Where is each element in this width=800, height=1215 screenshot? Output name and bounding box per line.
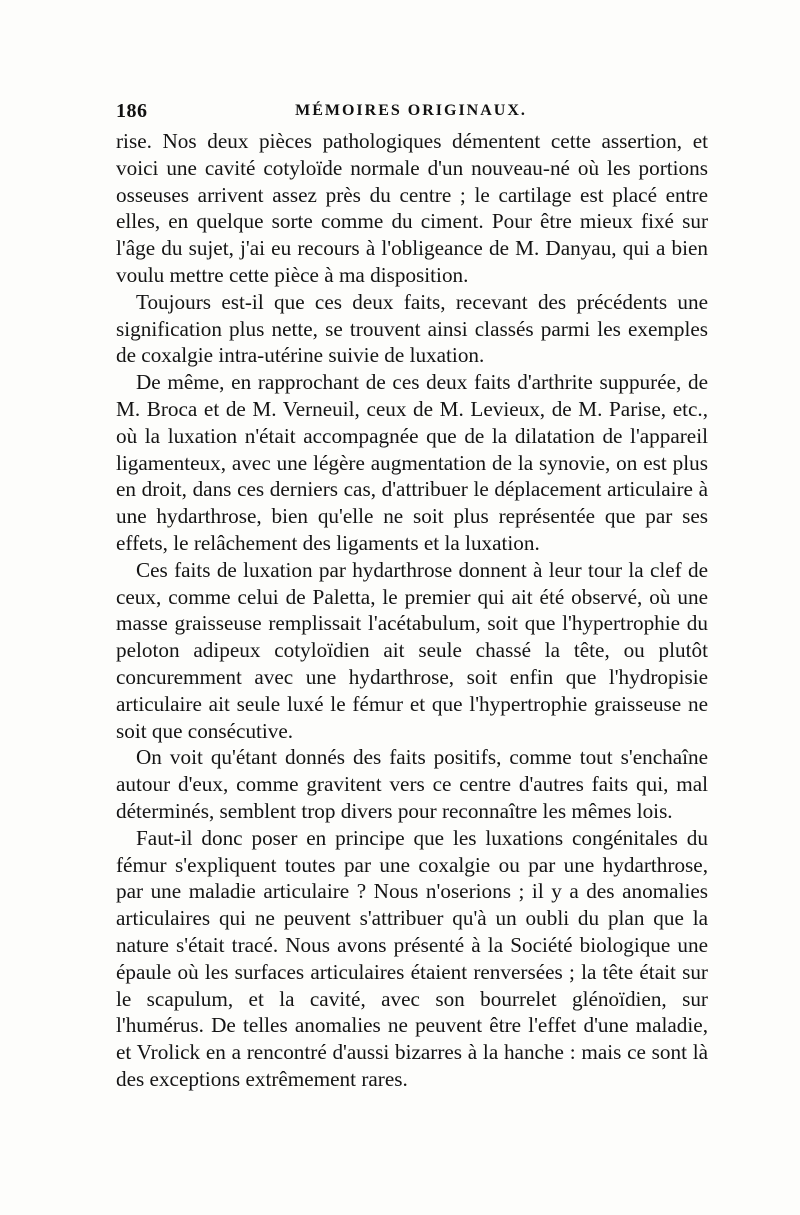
paragraph: Ces faits de luxation par hydarthrose donnent à leur tour la clef de ceux, comme celui de Paletta, le premier qui ait été observé, où une masse graisseuse remplissait l'acétabulum, soit que l'hypertrophie du peloton adipeux cotyloïdien ait seule chassé la tête, ou plutôt concuremment avec une hydarthrose, soit enfin que l'hydropisie articulaire ait seule luxé le fémur et que l'hypertrophie graisseuse ne soit que consécutive. <box>116 557 708 743</box>
paragraph: De même, en rapprochant de ces deux faits d'arthrite suppurée, de M. Broca et de M. Verneuil, ceux de M. Levieux, de M. Parise, etc., où la luxation n'était accompagnée que de la dilatation de l'appareil ligamenteux, avec une légère augmentation de la synovie, on est plus en droit, dans ces derniers cas, d'attribuer le déplacement articulaire à une hydarthrose, bien qu'elle ne soit plus représentée que par ses effets, le relâchement des ligaments et la luxation. <box>116 370 708 555</box>
page-number: 186 <box>116 100 148 122</box>
paragraph: On voit qu'étant donnés des faits positifs, comme tout s'enchaîne autour d'eux, comme gravitent vers ce centre d'autres faits qui, mal déterminés, semblent trop divers pour reconnaître les mêmes lois. <box>116 745 708 823</box>
paragraph-continued: rise. Nos deux pièces pathologiques démentent cette assertion, et voici une cavité cotyloïde normale d'un nouveau-né où les portions osseuses arrivent assez près du centre ; le cartilage est placé entre elles, en quelque sorte comme du ciment. Pour être mieux fixé sur l'âge du sujet, j'ai eu recours à l'obligeance de M. Danyau, qui a bien voulu mettre cette pièce à ma disposition. <box>116 129 708 287</box>
paragraph: Faut-il donc poser en principe que les luxations congénitales du fémur s'expliquent toutes par une coxalgie ou par une hydarthrose, par une maladie articulaire ? Nous n'oserions ; il y a des anomalies articulaires qui ne peuvent s'attribuer qu'à un oubli du plan que la nature s'était tracé. Nous avons présenté à la Société biologique une épaule où les surfaces articulaires étaient renversées ; la tête était sur le scapulum, et la cavité, avec son bourrelet glénoïdien, sur l'humérus. De telles anomalies ne peuvent être l'effet d'une maladie, et Vrolick en a rencontré d'aussi bizarres à la hanche : mais ce sont là des exceptions extrêmement rares. <box>116 825 708 1091</box>
body-text <box>116 128 708 1093</box>
running-head: MÉMOIRES ORIGINAUX. <box>295 102 527 119</box>
page-header <box>116 100 706 126</box>
paragraph: Toujours est-il que ces deux faits, recevant des précédents une signification plus nette, se trouvent ainsi classés parmi les exemples de coxalgie intra-utérine suivie de luxation. <box>116 289 708 368</box>
